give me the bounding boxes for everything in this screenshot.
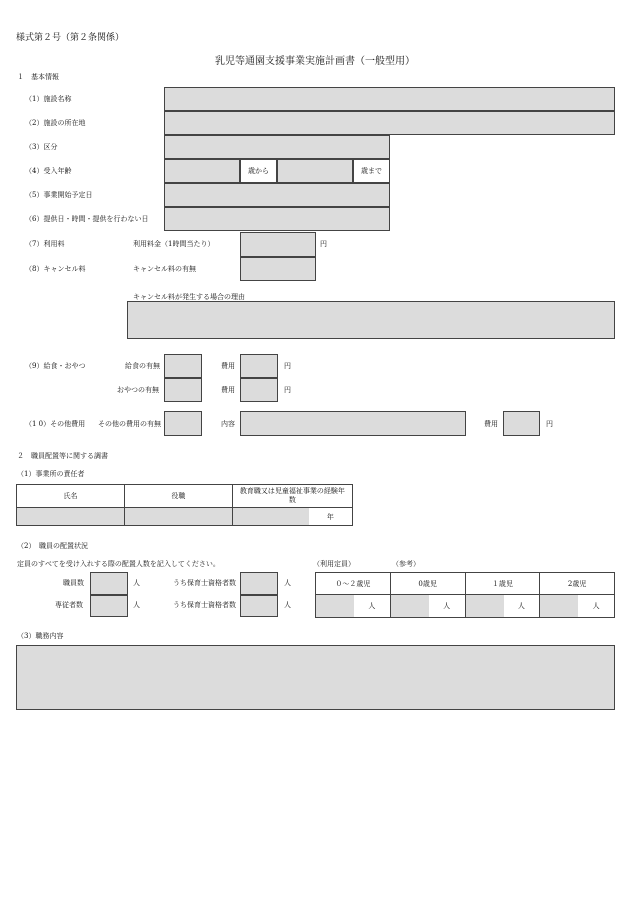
staffing-note: 定員のすべてを受け入れする際の配置人数を記入してください。 — [17, 560, 220, 568]
category-field[interactable] — [164, 135, 390, 159]
meal-presence-field[interactable] — [164, 354, 202, 378]
experience-cell — [232, 508, 352, 526]
staffing-heading: （2） 職員の配置状況 — [17, 542, 88, 550]
age-to-suffix: 歳まで — [353, 159, 390, 183]
form-number: 様式第２号（第２条関係） — [16, 33, 125, 43]
capacity-1-unit: 人 — [517, 602, 525, 610]
cancel-presence-label: キャンセル料の有無 — [133, 265, 196, 273]
label-facility-name: （1）施設名称 — [25, 95, 72, 103]
days-off-field[interactable] — [164, 207, 390, 231]
facility-address-field[interactable] — [164, 111, 615, 135]
age-col-0-2: ０～２歳児 — [316, 573, 391, 595]
label-category: （3）区分 — [25, 143, 58, 151]
staff-qualified-label: うち保育士資格者数 — [173, 579, 236, 587]
age-col-0: 0歳児 — [390, 573, 465, 595]
fee-field[interactable] — [240, 232, 316, 257]
reference-label: （参考） — [392, 560, 420, 568]
page-title: 乳児等通園支援事業実施計画書（一般型用） — [215, 56, 415, 67]
age-col-1: １歳児 — [465, 573, 540, 595]
section1-heading: １ 基本情報 — [17, 73, 59, 81]
capacity-cell-0 — [390, 595, 465, 618]
staff-count-unit: 人 — [133, 579, 140, 587]
fee-label: 利用料金（1時間当たり） — [133, 240, 215, 248]
capacity-0-2-unit: 人 — [368, 602, 376, 610]
age-to-field[interactable] — [277, 159, 353, 183]
fulltime-count-label: 専従者数 — [55, 601, 83, 609]
staff-count-field[interactable] — [90, 572, 128, 595]
fee-unit: 円 — [320, 240, 327, 248]
meal-cost-field[interactable] — [240, 354, 278, 378]
capacity-2-unit: 人 — [592, 602, 600, 610]
other-cost-label: 費用 — [484, 420, 498, 428]
age-col-2: 2歳児 — [540, 573, 615, 595]
fulltime-count-unit: 人 — [133, 601, 140, 609]
cancel-reason-field[interactable] — [127, 301, 615, 339]
other-presence-field[interactable] — [164, 411, 202, 436]
label-start-date: （5）事業開始予定日 — [25, 191, 93, 199]
capacity-cell-0-2 — [316, 595, 391, 618]
other-cost-field[interactable] — [503, 411, 540, 436]
staff-qualified-unit: 人 — [284, 579, 291, 587]
header-experience: 教育職又は児童福祉事業の経験年数 — [232, 485, 352, 508]
header-position: 役職 — [124, 485, 232, 508]
age-from-suffix: 歳から — [240, 159, 277, 183]
section2-heading: ２ 職員配置等に関する調書 — [17, 452, 108, 460]
capacity-0-unit: 人 — [443, 602, 451, 610]
snack-presence-field[interactable] — [164, 378, 202, 402]
meal-cost-label: 費用 — [221, 362, 235, 370]
cancel-presence-field[interactable] — [240, 257, 316, 281]
duties-field[interactable] — [16, 645, 615, 710]
facility-name-field[interactable] — [164, 87, 615, 111]
other-presence-label: その他の費用の有無 — [98, 420, 161, 428]
duties-heading: （3）職務内容 — [17, 632, 64, 640]
responsible-heading: （1）事業所の責任者 — [17, 470, 85, 478]
capacity-cell-2 — [540, 595, 615, 618]
label-age-range: （4）受入年齢 — [25, 167, 72, 175]
fulltime-qualified-unit: 人 — [284, 601, 291, 609]
snack-cost-field[interactable] — [240, 378, 278, 402]
label-days-off: （6）提供日・時間・提供を行わない日 — [25, 215, 149, 223]
capacity-label: （利用定員） — [313, 560, 355, 568]
label-other-costs: （1 0）その他費用 — [25, 420, 86, 428]
start-date-field[interactable] — [164, 183, 390, 207]
experience-years-field[interactable] — [233, 508, 309, 525]
content-label: 内容 — [221, 420, 235, 428]
other-cost-unit: 円 — [546, 420, 553, 428]
capacity-0-field[interactable] — [391, 595, 429, 617]
cancel-reason-label: キャンセル料が発生する場合の理由 — [133, 293, 245, 301]
label-meals: （9）給食・おやつ — [25, 362, 86, 370]
fulltime-count-field[interactable] — [90, 595, 128, 617]
label-cancel-fee: （8）キャンセル料 — [25, 265, 86, 273]
meal-cost-unit: 円 — [284, 362, 291, 370]
responsible-table — [16, 484, 353, 526]
age-from-field[interactable] — [164, 159, 240, 183]
other-content-field[interactable] — [240, 411, 466, 436]
year-unit: 年 — [326, 512, 334, 521]
staff-qualified-field[interactable] — [240, 572, 278, 595]
staff-count-label: 職員数 — [63, 579, 84, 587]
snack-cost-label: 費用 — [221, 386, 235, 394]
responsible-position-field[interactable] — [124, 508, 232, 526]
label-facility-address: （2）施設の所在地 — [25, 119, 86, 127]
capacity-0-2-field[interactable] — [316, 595, 354, 617]
capacity-1-field[interactable] — [466, 595, 504, 617]
capacity-cell-1 — [465, 595, 540, 618]
meal-presence-label: 給食の有無 — [125, 362, 160, 370]
snack-cost-unit: 円 — [284, 386, 291, 394]
fulltime-qualified-field[interactable] — [240, 595, 278, 617]
label-fee: （7）利用料 — [25, 240, 65, 248]
header-name: 氏名 — [17, 485, 125, 508]
responsible-name-field[interactable] — [17, 508, 125, 526]
fulltime-qualified-label: うち保育士資格者数 — [173, 601, 236, 609]
capacity-table — [315, 572, 615, 618]
capacity-2-field[interactable] — [540, 595, 578, 617]
snack-presence-label: おやつの有無 — [117, 386, 159, 394]
